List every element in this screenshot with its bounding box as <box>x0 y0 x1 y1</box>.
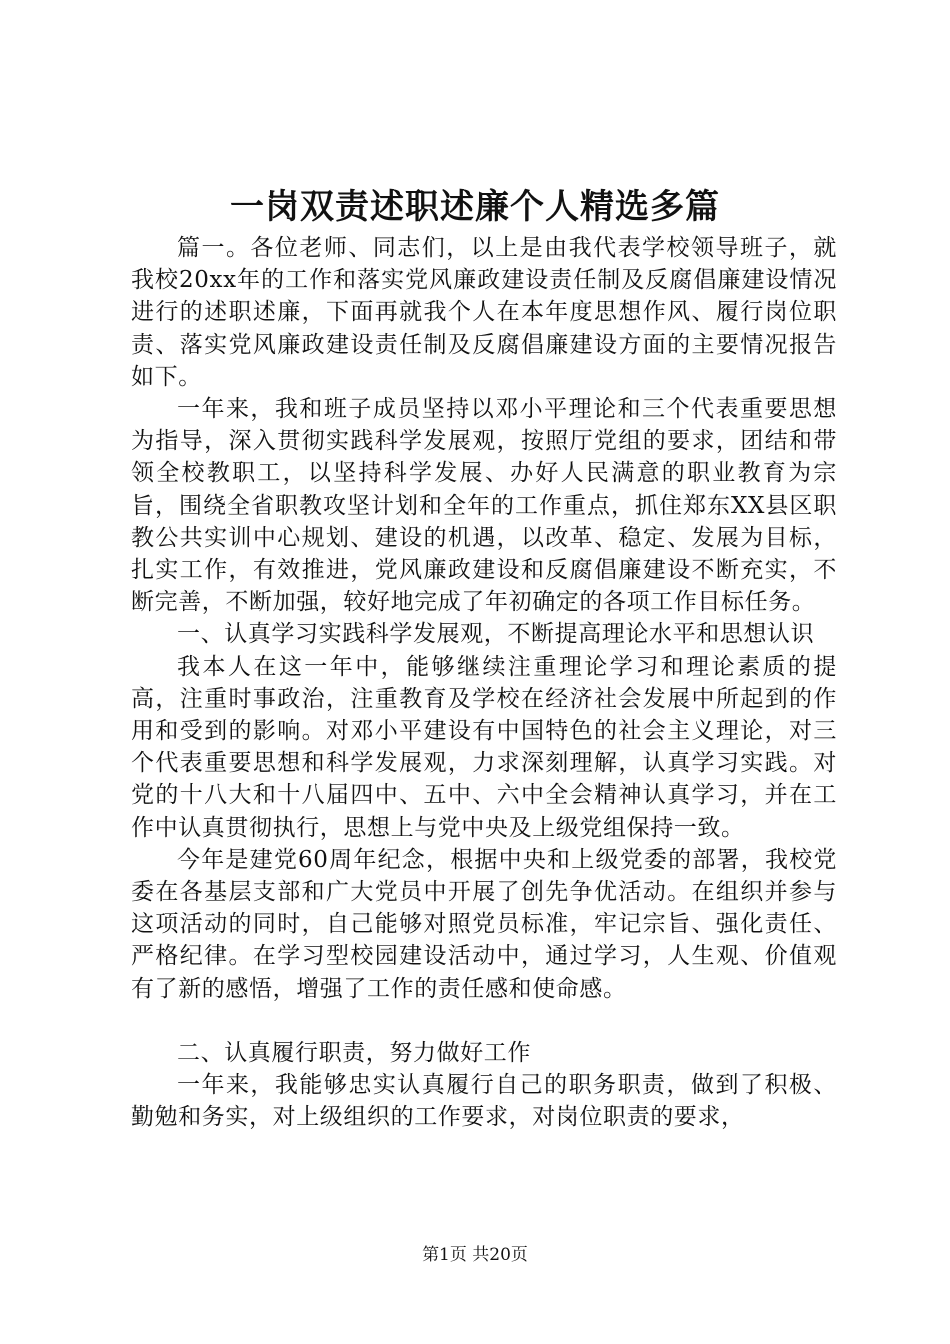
page-footer: 第1页 共20页 <box>422 1245 528 1265</box>
document-body <box>131 232 837 1133</box>
section-heading-2: 二、认真履行职责，努力做好工作 <box>177 1039 531 1066</box>
paragraph-intro: 篇一。各位老师、同志们，以上是由我代表学校领导班子，就我校20xx年的工作和落实党风廉政建设责任制及反腐倡廉建设情况进行的述职述廉，下面再就我个人在本年度思想作风、履行岗位职责、落实党风廉政建设责任制及反腐倡廉建设方面的主要情况报告如下。 <box>131 235 837 390</box>
paragraph-activity: 今年是建党60周年纪念，根据中央和上级党委的部署，我校党委在各基层支部和广大党员中开展了创先争优活动。在组织并参与这项活动的同时，自己能够对照党员标准，牢记宗旨、强化责任、严格纪律。在学习型校园建设活动中，通过学习，人生观、价值观有了新的感悟，增强了工作的责任感和使命感。 <box>131 846 837 1002</box>
paragraph-duties: 一年来，我能够忠实认真履行自己的职务职责，做到了积极、勤勉和务实，对上级组织的工作要求，对岗位职责的要求， <box>131 1072 837 1131</box>
paragraph-study: 我本人在这一年中，能够继续注重理论学习和理论素质的提高，注重时事政治，注重教育及学校在经济社会发展中所起到的作用和受到的影响。对邓小平建设有中国特色的社会主义理论，对三个代表重要思想和科学发展观，力求深刻理解，认真学习实践。对党的十八大和十八届四中、五中、六中全会精神认真学习，并在工作中认真贯彻执行，思想上与党中央及上级党组保持一致。 <box>131 653 837 841</box>
document-title: 一岗双责述职述廉个人精选多篇 <box>230 187 720 227</box>
section-heading-1: 一、认真学习实践科学发展观，不断提高理论水平和思想认识 <box>177 621 815 648</box>
paragraph-overview: 一年来，我和班子成员坚持以邓小平理论和三个代表重要思想为指导，深入贯彻实践科学发展观，按照厅党组的要求，团结和带领全校教职工，以坚持科学发展、办好人民满意的职业教育为宗旨，围绕全省职教攻坚计划和全年的工作重点，抓住郑东XX县区职教公共实训中心规划、建设的机遇，以改革、稳定、发展为目标，扎实工作，有效推进，党风廉政建设和反腐倡廉建设不断充实，不断完善，不断加强，较好地完成了年初确定的各项工作目标任务。 <box>131 396 837 616</box>
